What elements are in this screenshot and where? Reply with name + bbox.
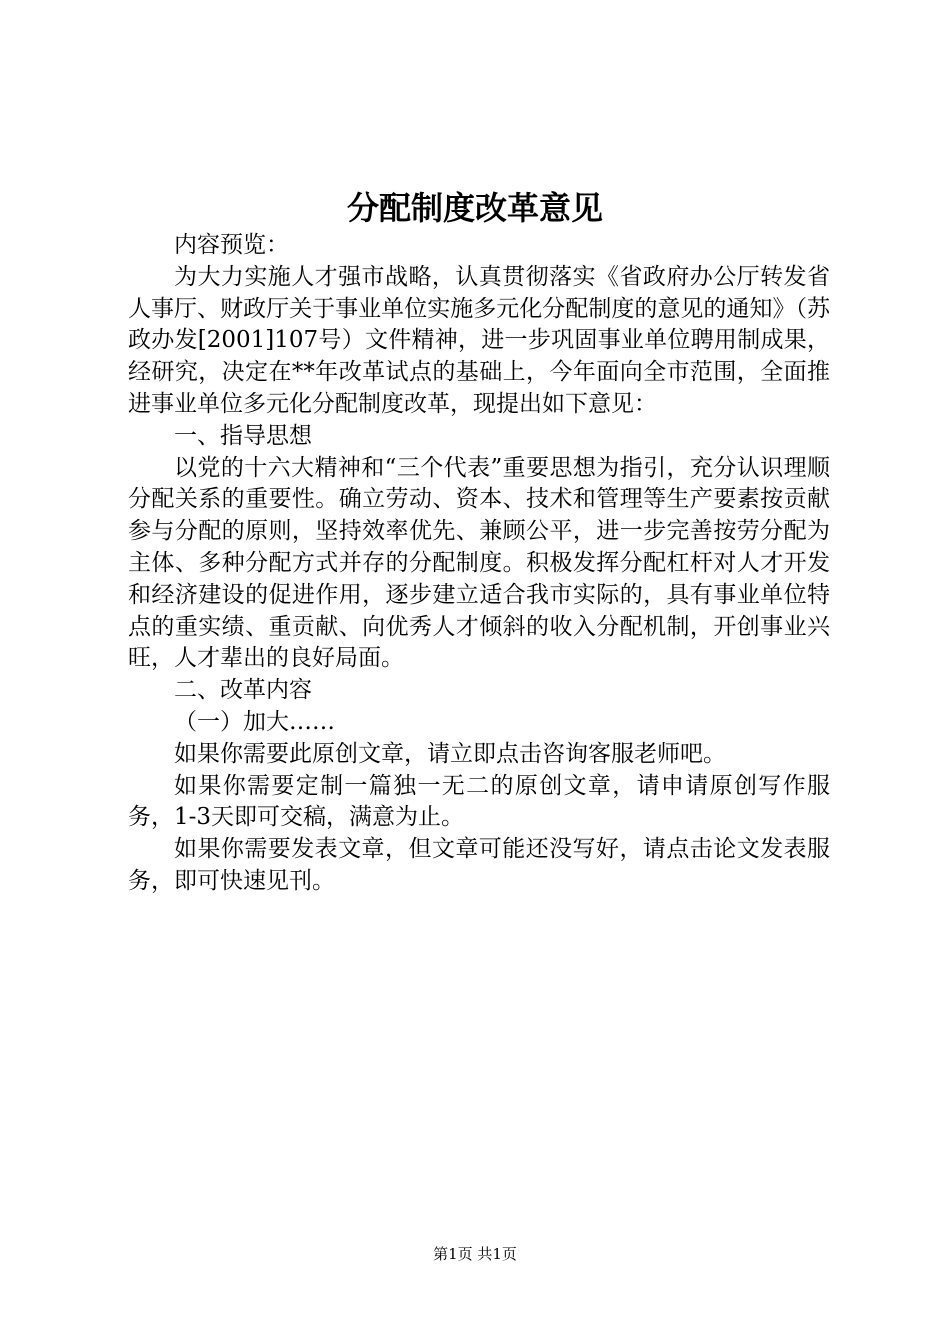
paragraph-guiding-ideology: 以党的十六大精神和“三个代表”重要思想为指引，充分认识理顺分配关系的重要性。确立劳动、资本、技术和管理等生产要素按贡献参与分配的原则，坚持效率优先、兼顾公平，进一步完善按劳分配为主体、多种分配方式并存的分配制度。积极发挥分配杠杆对人才开发和经济建设的促进作用，逐步建立适合我市实际的，具有事业单位特点的重实绩、重贡献、向优秀人才倾斜的收入分配机制，开创事业兴旺，人才辈出的良好局面。 [128,454,830,672]
paragraph-intro: 为大力实施人才强市战略，认真贯彻落实《省政府办公厅转发省人事厅、财政厅关于事业单位实施多元化分配制度的意见的通知》（苏政办发[2001]107号）文件精神，进一步巩固事业单位聘用制成果，经研究，决定在**年改革试点的基础上，今年面向全市范围，全面推进事业单位多元化分配制度改革，现提出如下意见： [128,263,830,417]
subheading-increase: （一）加大…… [174,708,335,735]
paragraph-custom-writing: 如果你需要定制一篇独一无二的原创文章，请申请原创写作服务，1-3天即可交稿，满意为止。 [128,772,830,831]
paragraph-publish-service: 如果你需要发表文章，但文章可能还没写好，请点击论文发表服务，即可快速见刊。 [128,836,830,894]
heading-reform-content: 二、改革内容 [174,677,312,704]
document-title: 分配制度改革意见 [346,189,603,227]
paragraph-consult-service: 如果你需要此原创文章，请立即点击咨询客服老师吧。 [174,740,726,767]
document-body [128,230,830,898]
heading-guiding-ideology: 一、指导思想 [174,422,312,449]
page-number-footer: 第1页 共1页 [433,1245,517,1263]
paragraph-preview-label: 内容预览： [174,232,289,258]
